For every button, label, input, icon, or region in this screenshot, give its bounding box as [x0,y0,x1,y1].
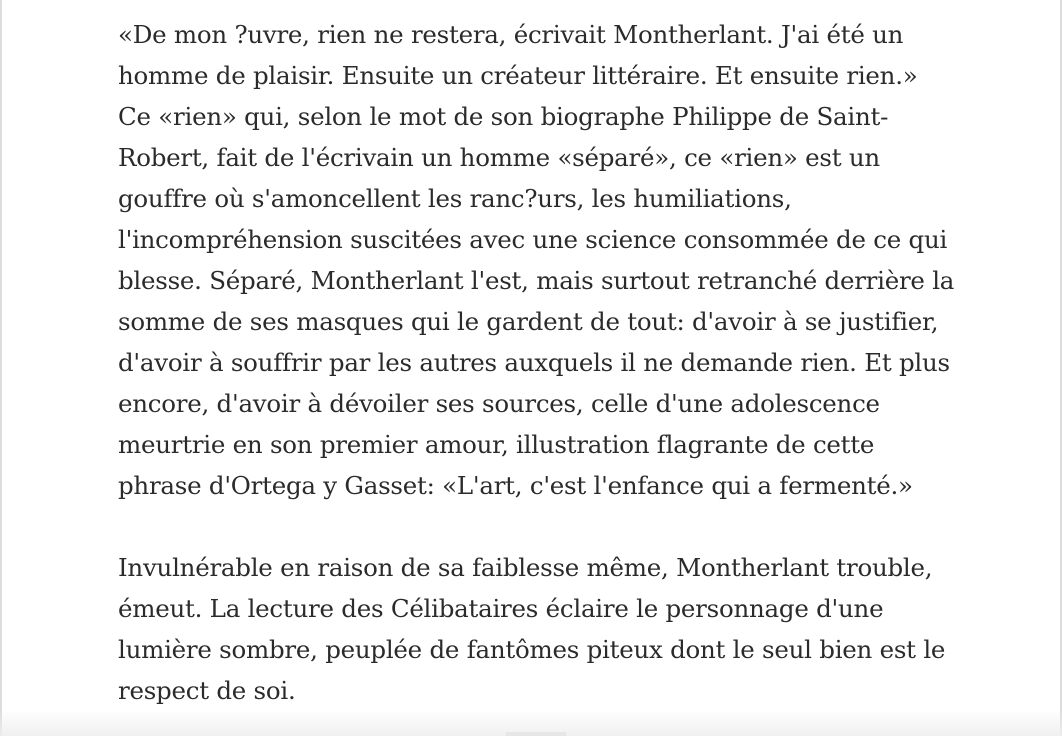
text-line: homme de plaisir. Ensuite un créateur littéraire. Et ensuite rien.» [118,61,918,90]
paragraph-gap [118,506,1018,547]
text-line: blesse. Séparé, Montherlant l'est, mais surtout retranché derrière la [118,266,955,295]
text-line: lumière sombre, peuplée de fantômes piteux dont le seul bien est le [118,635,946,664]
text-line: «De mon ?uvre, rien ne restera, écrivait Montherlant. J'ai été un [118,20,904,49]
paragraph-1 [118,14,1018,506]
text-line: d'avoir à souffrir par les autres auxquels il ne demande rien. Et plus [118,348,950,377]
text-line: Invulnérable en raison de sa faiblesse même, Montherlant trouble, [118,553,933,582]
paragraph-2 [118,547,1018,711]
scroll-indicator [506,732,566,736]
text-line: phrase d'Ortega y Gasset: «L'art, c'est l'enfance qui a fermenté.» [118,471,913,500]
text-line: respect de soi. [118,676,296,705]
text-line: somme de ses masques qui le gardent de tout: d'avoir à se justifier, [118,307,939,336]
text-line: Robert, fait de l'écrivain un homme «séparé», ce «rien» est un [118,143,880,172]
text-line: l'incompréhension suscitées avec une science consommée de ce qui [118,225,948,254]
text-line: meurtrie en son premier amour, illustration flagrante de cette [118,430,875,459]
text-line: émeut. La lecture des Célibataires éclaire le personnage d'une [118,594,884,623]
left-border [0,0,2,736]
text-line: encore, d'avoir à dévoiler ses sources, celle d'une adolescence [118,389,880,418]
article-body [118,14,1018,711]
text-line: gouffre où s'amoncellent les ranc?urs, les humiliations, [118,184,792,213]
text-line: Ce «rien» qui, selon le mot de son biographe Philippe de Saint- [118,102,889,131]
